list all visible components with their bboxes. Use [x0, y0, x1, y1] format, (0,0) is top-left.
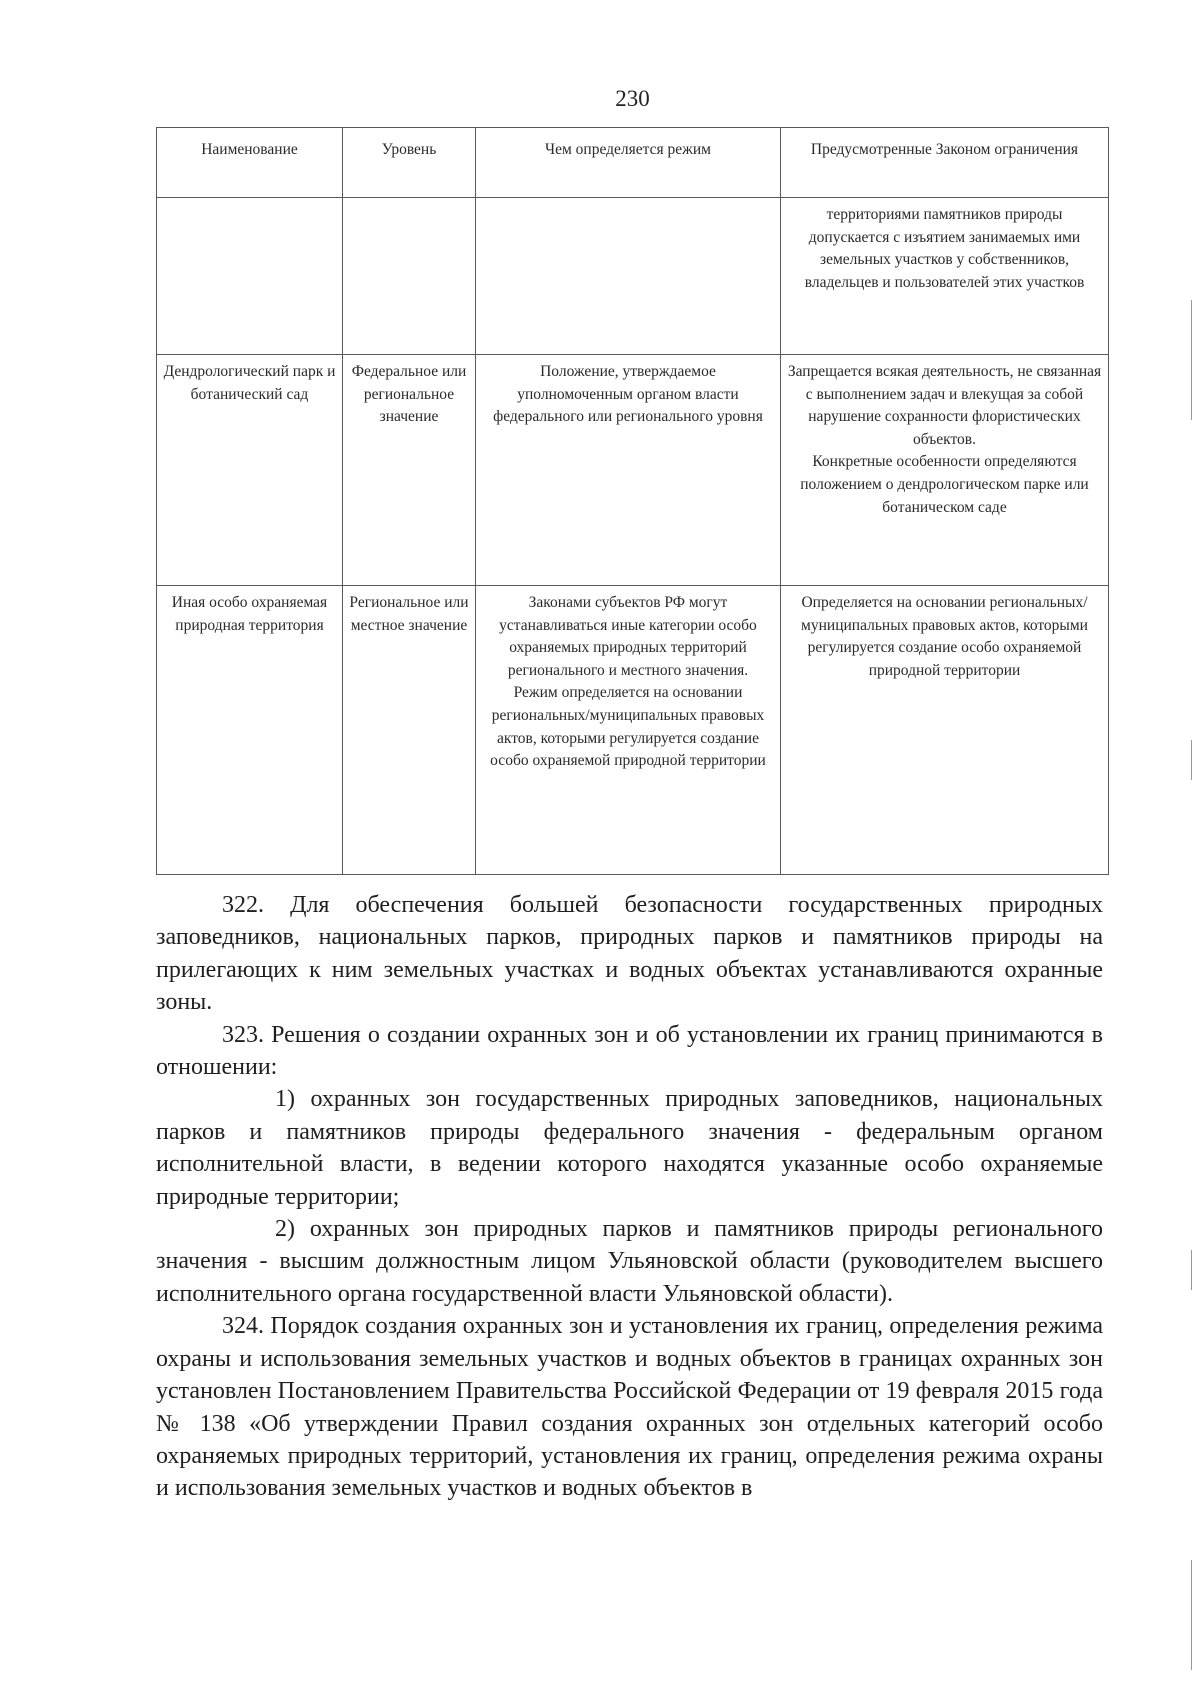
list-item: 2) охранных зон природных парков и памятников природы регионального значения - высшим должностным лицом Ульяновской области (руководителем высшего исполнительного органа государственной власти Ульяновской области). [156, 1216, 1103, 1307]
paragraph-323: 323. Решения о создании охранных зон и об установлении их границ принимаются в отношении: [156, 1021, 1103, 1081]
page-number: 230 [615, 86, 650, 111]
table-cell: Законами субъектов РФ могут устанавливаться иные категории особо охраняемых природных территорий регионального и местного значения. Режим определяется на основании региональных/муниципальных правовых актов, которыми регулируется создание особо охраняемой природной территории [476, 586, 781, 875]
table-row [157, 355, 1109, 586]
paragraph-324: 324. Порядок создания охранных зон и установления их границ, определения режима охраны и использования земельных участков и водных объектов в границах охранных зон установлен Постановлением Правительства Российской Федерации от 19 февраля 2015 года № 138 «Об утверждении Правил создания охранных зон отдельных категорий особо охраняемых природных территорий, установления их границ, определения режима охраны и использования земельных участков и водных объектов в [156, 1313, 1103, 1502]
table-cell [157, 198, 343, 355]
table-cell: Определяется на основании региональных/муниципальных правовых актов, которыми регулируется создание особо охраняемой природной территории [781, 586, 1109, 875]
scan-edge-mark [1191, 1250, 1192, 1290]
table-cell [476, 198, 781, 355]
header-name: Наименование [157, 128, 343, 198]
protected-areas-table [156, 127, 1109, 875]
table-cell: Положение, утверждаемое уполномоченным органом власти федерального или регионального уровня [476, 355, 781, 586]
table-cell: территориями памятников природы допускается с изъятием занимаемых ими земельных участков у собственников, владельцев и пользователей этих участков [781, 198, 1109, 355]
table-cell: Иная особо охраняемая природная территория [157, 586, 343, 875]
list-item: 1) охранных зон государственных природных заповедников, национальных парков и памятников природы федерального значения - федеральным органом исполнительной власти, в ведении которого находятся указанные особо охраняемые природные территории; [156, 1086, 1103, 1210]
table-header-row [157, 128, 1109, 198]
table-cell: Региональное или местное значение [343, 586, 476, 875]
table-cell [343, 198, 476, 355]
header-level: Уровень [343, 128, 476, 198]
table-cell: Дендрологический парк и ботанический сад [157, 355, 343, 586]
table-row [157, 198, 1109, 355]
table-cell: Запрещается всякая деятельность, не связанная с выполнением задач и влекущая за собой нарушение сохранности флористических объектов. Конкретные особенности определяются положением о дендрологическом парке или ботаническом саде [781, 355, 1109, 586]
header-restrictions: Предусмотренные Законом ограничения [781, 128, 1109, 198]
header-regime: Чем определяется режим [476, 128, 781, 198]
paragraph-322: 322. Для обеспечения большей безопасности государственных природных заповедников, национальных парков, природных парков и памятников природы на прилегающих к ним земельных участках и водных объектах устанавливаются охранные зоны. [156, 892, 1103, 1016]
scan-edge-mark [1191, 1560, 1192, 1670]
table-cell: Федеральное или региональное значение [343, 355, 476, 586]
scan-edge-mark [1191, 740, 1192, 780]
table-row [157, 586, 1109, 875]
document-body [156, 889, 1103, 1505]
scan-edge-mark [1191, 300, 1192, 420]
